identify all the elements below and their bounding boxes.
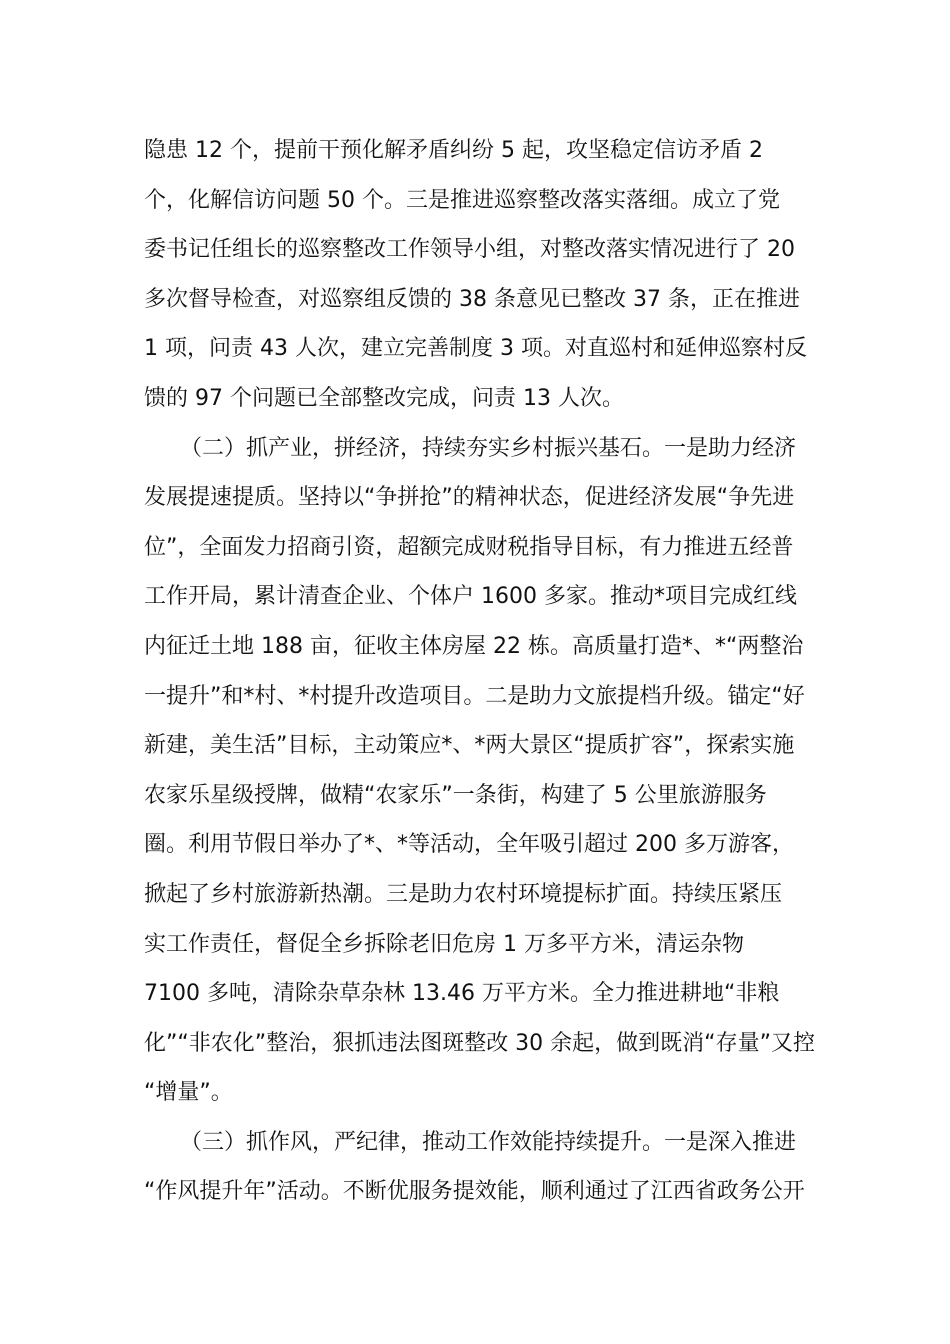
document-body	[144, 126, 815, 1217]
section-heading-line: （二）抓产业，拼经济，持续夯实乡村振兴基石。一是助力经济	[180, 435, 797, 461]
text-line: 化”“非农化”整治，狠抓违法图斑整改 30 余起，做到既消“存量”又控	[144, 1030, 815, 1056]
text-line: 位”，全面发力招商引资，超额完成财税指导目标，有力推进五经普	[144, 534, 794, 560]
text-line: 发展提速提质。坚持以“争拼抢”的精神状态，促进经济发展“争先进	[144, 485, 795, 511]
text-line: 内征迁土地 188 亩，征收主体房屋 22 栋。高质量打造*、*“两整治	[144, 633, 804, 659]
text-line: 圈。利用节假日举办了*、*等活动，全年吸引超过 200 多万游客，	[144, 832, 794, 858]
text-line: 掀起了乡村旅游新热潮。三是助力农村环境提标扩面。持续压紧压	[144, 881, 783, 907]
text-line: 隐患 12 个，提前干预化解矛盾纠纷 5 起，攻坚稳定信访矛盾 2	[144, 138, 763, 163]
text-line: “增量”。	[144, 1080, 233, 1106]
text-line: 馈的 97 个问题已全部整改完成，问责 13 人次。	[144, 385, 624, 411]
text-line: 委书记任组长的巡察整改工作领导小组，对整改落实情况进行了 20	[144, 237, 795, 263]
text-line: 多次督导检查，对巡察组反馈的 38 条意见已整改 37 条，正在推进	[144, 286, 800, 312]
text-line: 工作开局，累计清查企业、个体户 1600 多家。推动*项目完成红线	[144, 584, 797, 610]
section-heading-line: （三）抓作风，严纪律，推动工作效能持续提升。一是深入推进	[180, 1129, 797, 1155]
text-line: 个，化解信访问题 50 个。三是推进巡察整改落实落细。成立了党	[144, 187, 780, 213]
text-line: 一提升”和*村、*村提升改造项目。二是助力文旅提档升级。锚定“好	[144, 683, 805, 709]
text-line: 农家乐星级授牌，做精“农家乐”一条街，构建了 5 公里旅游服务	[144, 782, 767, 808]
text-line: 1 项，问责 43 人次，建立完善制度 3 项。对直巡村和延伸巡察村反	[144, 336, 807, 362]
text-line: 新建，美生活”目标，主动策应*、*两大景区“提质扩容”，探索实施	[144, 733, 795, 759]
text-line: 7100 多吨，清除杂草杂林 13.46 万平方米。全力推进耕地“非粮	[144, 981, 780, 1007]
text-line: 实工作责任，督促全乡拆除老旧危房 1 万多平方米，清运杂物	[144, 931, 744, 957]
text-line: “作风提升年”活动。不断优服务提效能，顺利通过了江西省政务公开	[144, 1179, 805, 1205]
